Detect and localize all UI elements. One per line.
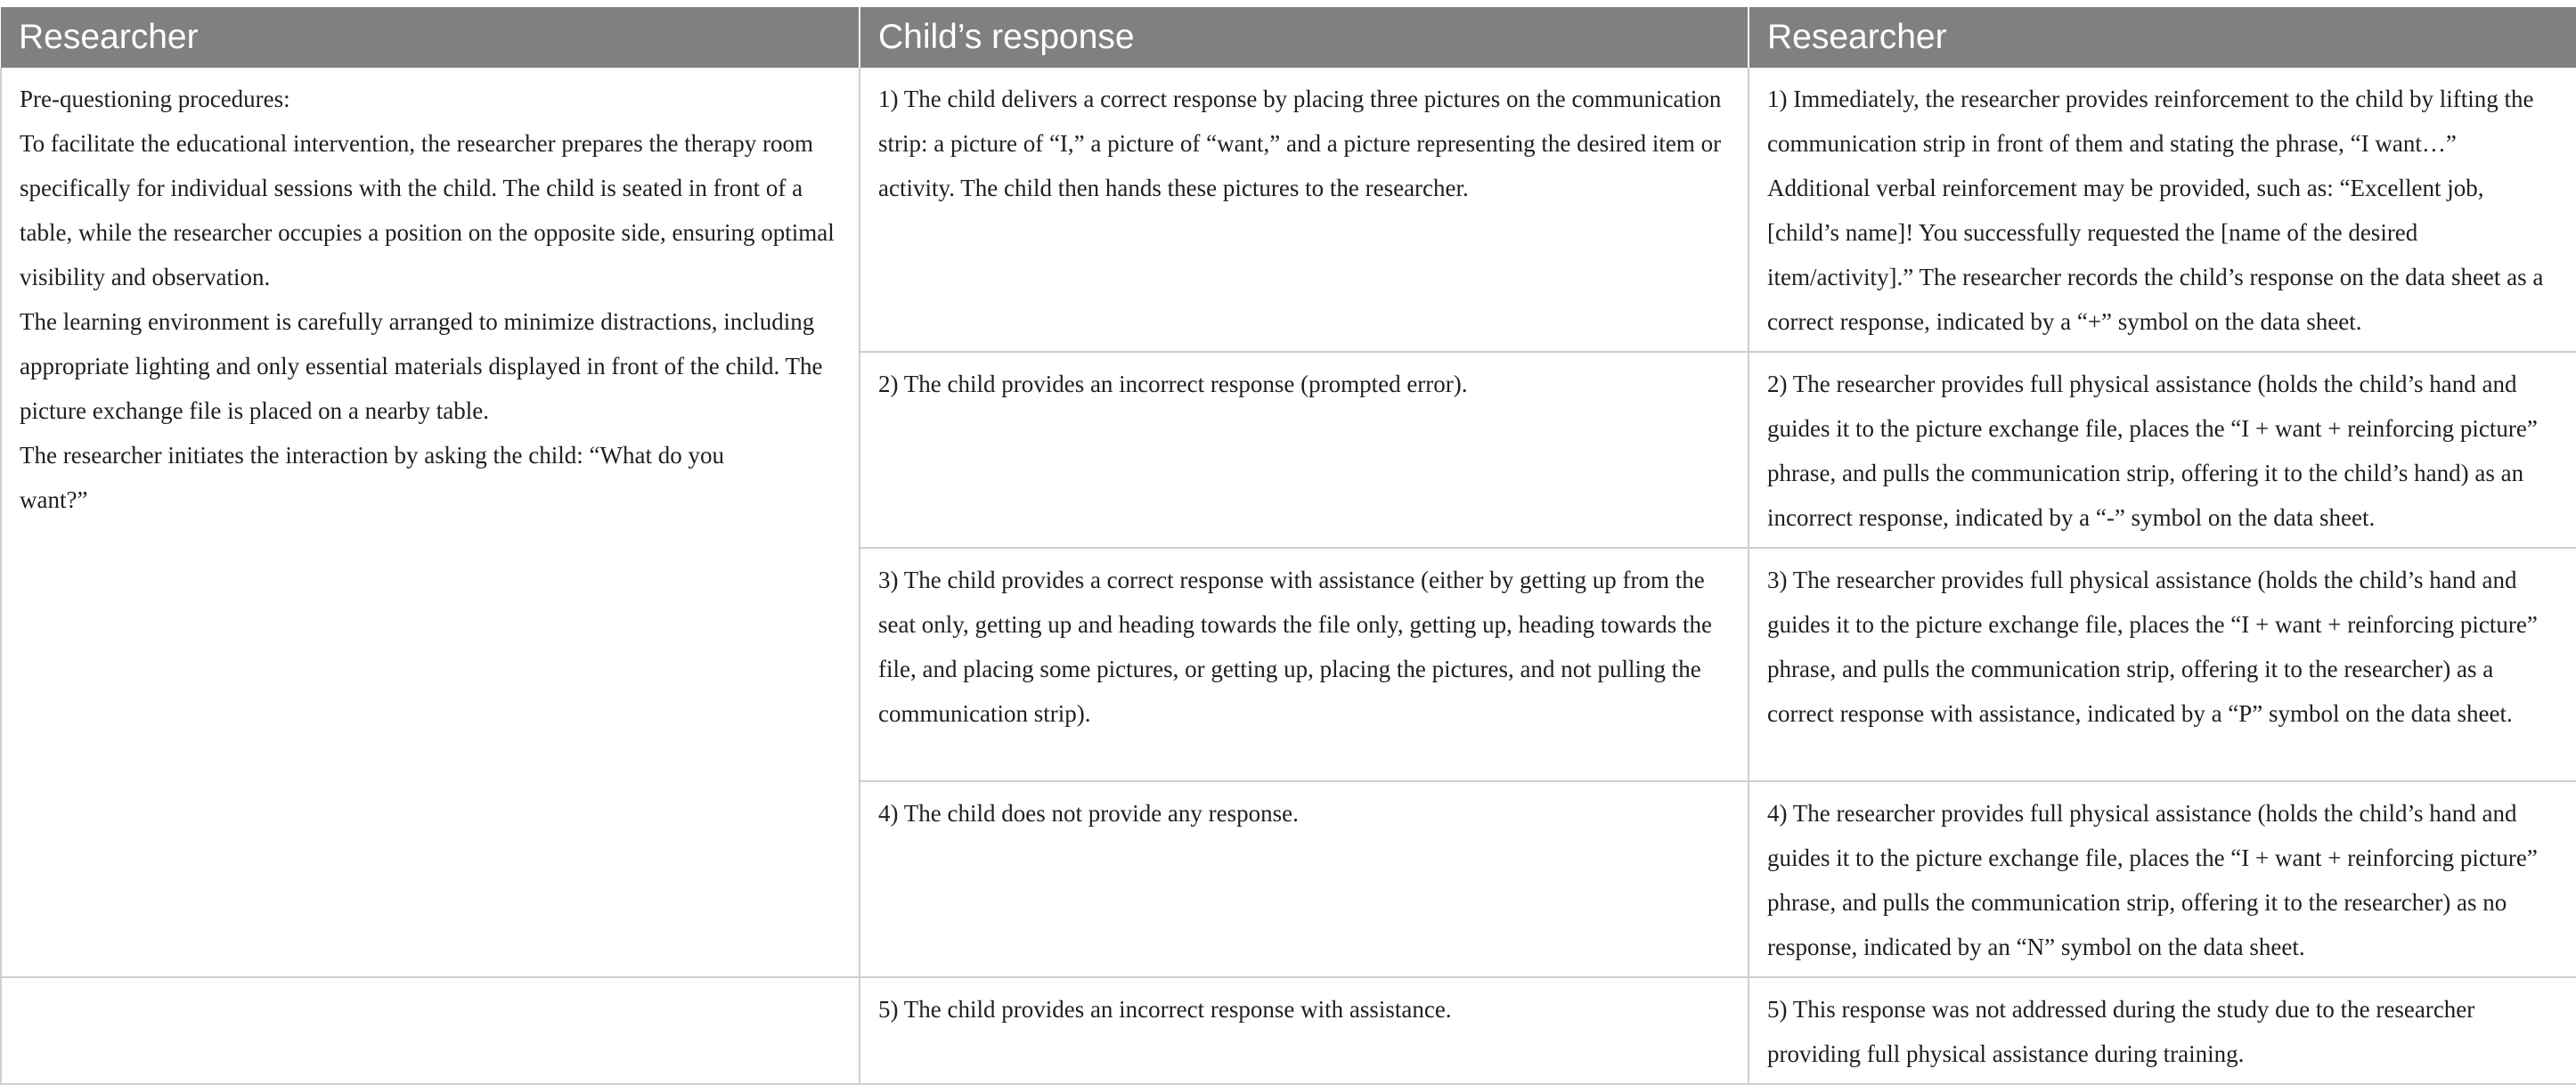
researcher-response-cell: [1749, 781, 2576, 977]
child-response-cell: [860, 548, 1749, 781]
pre-questioning-title: Pre-questioning procedures:: [20, 86, 290, 112]
header-row: [1, 7, 2576, 68]
table-row: [1, 68, 2576, 352]
researcher-response-text: 3) The researcher provides full physical assistance (holds the child’s hand and guides it to the picture exchange file, places the “I + want + reinforcing picture” phrase, and pulls the communication strip, offering it to the researcher) as a correct response with assistance, indicated by a “P” symbol on the data sheet.: [1767, 567, 2538, 727]
table-row: [1, 977, 2576, 1084]
table-header: [1, 7, 2576, 68]
child-response-text: 5) The child provides an incorrect response with assistance.: [878, 996, 1452, 1023]
researcher-response-cell: [1749, 977, 2576, 1084]
researcher-response-cell: [1749, 352, 2576, 548]
researcher-response-text: 2) The researcher provides full physical assistance (holds the child’s hand and guides it to the picture exchange file, places the “I + want + reinforcing picture” phrase, and pulls the communication strip, offering it to the child’s hand) as an incorrect response, indicated by a “-” symbol on the data sheet.: [1767, 371, 2538, 531]
header-childs-response: Child’s response: [860, 7, 1749, 68]
researcher-response-text: 1) Immediately, the researcher provides reinforcement to the child by lifting the communication strip in front of them and stating the phrase, “I want…” Additional verbal reinforcement may be provided, such as: “Excellent job, [child’s name]! You successfully requested the [name of the desired item/activity].” The researcher records the child’s response on the data sheet as a correct response, indicated by a “+” symbol on the data sheet.: [1767, 86, 2544, 335]
child-response-text: 3) The child provides a correct response with assistance (either by getting up from the seat only, getting up and heading towards the file only, getting up, heading towards the file, and placing some pictures, or getting up, placing the pictures, and not pulling the communication strip).: [878, 567, 1713, 727]
child-response-cell: [860, 781, 1749, 977]
header-researcher-right: Researcher: [1749, 7, 2576, 68]
child-response-text: 4) The child does not provide any response.: [878, 800, 1299, 827]
pre-questioning-paragraph: The researcher initiates the interaction by asking the child: “What do you want?”: [20, 442, 724, 513]
pre-questioning-cell: [1, 68, 860, 977]
header-researcher-left: Researcher: [1, 7, 860, 68]
table-body: [1, 68, 2576, 1084]
empty-researcher-cell: [1, 977, 860, 1084]
child-response-cell: [860, 352, 1749, 548]
procedure-table: [0, 7, 2576, 1085]
child-response-text: 2) The child provides an incorrect response (prompted error).: [878, 371, 1468, 397]
researcher-response-text: 4) The researcher provides full physical assistance (holds the child’s hand and guides it to the picture exchange file, places the “I + want + reinforcing picture” phrase, and pulls the communication strip, offering it to the researcher) as no response, indicated by an “N” symbol on the data sheet.: [1767, 800, 2538, 960]
researcher-response-text: 5) This response was not addressed during the study due to the researcher providing full physical assistance during training.: [1767, 996, 2475, 1067]
pre-questioning-paragraph: The learning environment is carefully arranged to minimize distractions, including appropriate lighting and only essential materials displayed in front of the child. The picture exchange file is placed on a nearby table.: [20, 308, 823, 424]
procedure-table-container: [0, 7, 2576, 1085]
child-response-cell: [860, 977, 1749, 1084]
researcher-response-cell: [1749, 548, 2576, 781]
child-response-text: 1) The child delivers a correct response by placing three pictures on the communication strip: a picture of “I,” a picture of “want,” and a picture representing the desired item or activity. The child then hands these pictures to the researcher.: [878, 86, 1722, 201]
researcher-response-cell: [1749, 68, 2576, 352]
pre-questioning-paragraph: To facilitate the educational intervention, the researcher prepares the therapy room specifically for individual sessions with the child. The child is seated in front of a table, while the researcher occupies a position on the opposite side, ensuring optimal visibility and observation.: [20, 130, 835, 290]
child-response-cell: [860, 68, 1749, 352]
